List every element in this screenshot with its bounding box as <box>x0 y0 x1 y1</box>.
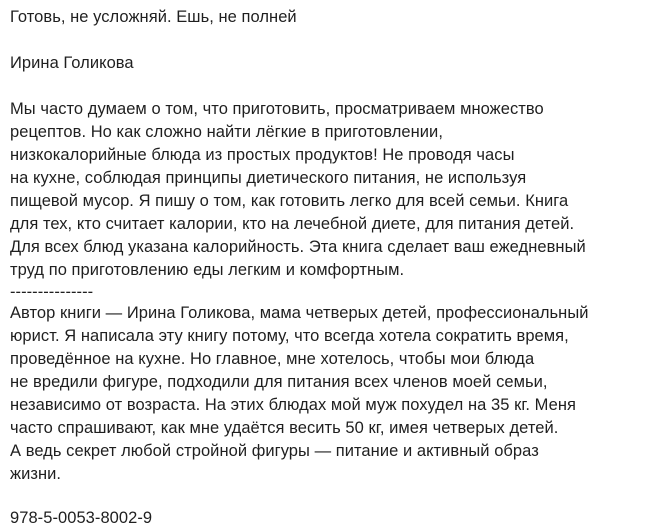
book-title: Готовь, не усложняй. Ешь, не полней <box>10 8 297 26</box>
about-line: проведённое на кухне. Но главное, мне хотелось, чтобы мои блюда <box>10 350 535 368</box>
about-line: не вредили фигуре, подходили для питания всех членов моей семьи, <box>10 373 548 391</box>
description-line: низкокалорийные блюда из простых продуктов! Не проводя часы <box>10 146 515 164</box>
description-line: для тех, кто считает калории, кто на лечебной диете, для питания детей. <box>10 215 575 233</box>
about-line: А ведь секрет любой стройной фигуры — питание и активный образ <box>10 442 539 460</box>
about-line: Автор книги — Ирина Голикова, мама четверых детей, профессиональный <box>10 304 589 322</box>
description-line: труд по приготовлению еды легким и комфортным. <box>10 261 405 279</box>
description-line: на кухне, соблюдая принципы диетического питания, не используя <box>10 169 527 187</box>
about-line: юрист. Я написала эту книгу потому, что всегда хотела сократить время, <box>10 327 569 345</box>
description-line: рецептов. Но как сложно найти лёгкие в приготовлении, <box>10 123 443 141</box>
description-line: Для всех блюд указана калорийность. Эта книга сделает ваш ежедневный <box>10 238 586 256</box>
book-author: Ирина Голикова <box>10 54 134 72</box>
description-line: Мы часто думаем о том, что приготовить, просматриваем множество <box>10 100 544 118</box>
about-line: жизни. <box>10 465 62 483</box>
isbn: 978-5-0053-8002-9 <box>10 509 153 527</box>
description-line: пищевой мусор. Я пишу о том, как готовить легко для всей семьи. Книга <box>10 192 569 210</box>
about-line: часто спрашивают, как мне удаётся весить 50 кг, имея четверых детей. <box>10 419 559 437</box>
separator-line: --------------- <box>10 283 94 301</box>
about-line: независимо от возраста. На этих блюдах мой муж похудел на 35 кг. Меня <box>10 396 577 414</box>
